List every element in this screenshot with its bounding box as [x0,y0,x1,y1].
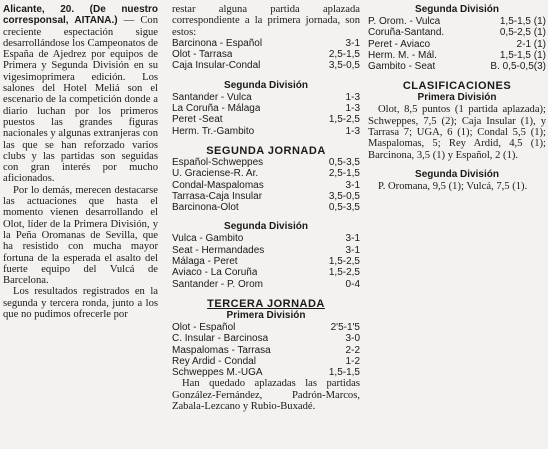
result-row [172,367,360,378]
match-score: 0-4 [345,278,360,290]
match-teams: Rey Ardid - Condal [172,355,256,367]
match-teams: U. Graciense-R. Ar. [172,168,259,180]
match-teams: Málaga - Peret [172,256,238,268]
result-row [368,61,546,72]
result-row [172,191,360,202]
result-row [172,92,360,103]
match-teams: Peret - Aviaco [368,38,431,50]
body-paragraph-2: Por lo demás, merecen destacarse las actuaciones que hasta el momento vienen desarrollando el Olot, líder de la Primera División, y la Peña Oromanas de Sevilla, que ha resistido con mucha mayor fortuna de la esperada el asalto del fuerte equipo del Vulcá de Barcelona. [3,184,158,287]
result-row [172,38,360,49]
heading-segunda-jornada: SEGUNDA JORNADA [206,144,326,157]
lead-body: — Con creciente espectación sigue desarrollándose los Campeonatos de España de Ajedrez por equipos de Primera y Segunda División en su vigesimoprimera edición. Los salones del Hotel Meliá son el escenario de la competición donde a diario luchan por los primeros puestos las grandes figuras nacionales y algunas extranjeras con las que se han reforzado varios clubs y las partidas son seguidas con gran interés por mucho aficionados. [3,15,158,185]
intro-paragraph: restar alguna partida aplazada correspondiente a la primera jornada, son estos: [172,4,360,38]
match-score: 1-3 [345,103,360,115]
result-row [172,114,360,125]
match-score: 2-1 (1) [516,38,546,50]
heading-clas-segunda: Segunda División [415,168,499,180]
match-teams: C. Insular - Barcinosa [172,333,269,345]
match-teams: Herm. Tr.-Gambito [172,125,255,137]
result-row [172,333,360,344]
match-teams: Condal-Maspalomas [172,179,264,191]
match-score: 2'5-1'5 [330,321,360,333]
result-row [172,202,360,213]
body-paragraph-3: Los resultados registrados en la segunda y tercera ronda, junto a los que no pudimos ofrecerle por [3,286,158,321]
match-score: 3-1 [345,244,360,256]
match-teams: Olot - Tarrasa [172,49,233,61]
match-score: 3-1 [345,37,360,49]
standings-primera: Olot, 8,5 puntos (1 partida aplazada); Schweppes, 7,5 (2); Caja Insular (1), y Tarrasa 7; UGA, 6 (1); Condal 5,5 (1); Maspalomas, 5; Rey Ardid, 4,5 (1); Barcinona, 3,5 (1) y Español, 2 (1). [368,104,546,161]
heading-clas-primera: Primera División [417,92,497,104]
heading-primera-division: Primera División [226,309,306,321]
match-score: B. 0,5-0,5(3) [490,61,546,73]
dateline: Alicante, 20. (De nuestro corresponsal, AITANA.) [3,4,158,27]
result-row [172,168,360,179]
result-row [172,267,360,278]
match-score: 1-3 [345,91,360,103]
results-third-round-primera [172,322,360,378]
results-first-round-primera [172,38,360,72]
heading-clasificaciones: CLASIFICACIONES [402,80,512,93]
match-score: 1-3 [345,125,360,137]
column-2 [172,4,360,412]
heading-segunda-division-1: Segunda División [224,79,308,91]
results-first-round-segunda [172,92,360,137]
match-score: 2-2 [345,344,360,356]
match-score: 3,5-0,5 [328,60,360,72]
result-row [368,50,546,61]
match-teams: Olot - Español [172,321,236,333]
match-teams: Maspalomas - Tarrasa [172,344,271,356]
results-second-round-primera [172,157,360,213]
heading-segunda-division-3: Segunda División [415,4,499,15]
result-row [368,39,546,50]
lead-paragraph [3,4,158,185]
match-score: 2,5-1,5 [328,49,360,61]
match-teams: Tarrasa-Caja Insular [172,190,263,202]
result-row [172,256,360,267]
result-row [172,180,360,191]
standings-segunda: P. Oromana, 9,5 (1); Vulcá, 7,5 (1). [378,180,528,192]
result-row [172,157,360,168]
match-score: 1,5-2,5 [328,114,360,126]
match-score: 1,5-1,5 (1) [499,16,546,27]
match-teams: Barcinona-Olot [172,202,239,214]
match-teams: P. Orom. - Vulca [368,16,441,27]
result-row [172,245,360,256]
match-score: 0,5-3,5 [328,156,360,168]
match-teams: Herm. M. - Mál. [368,49,437,61]
heading-segunda-division-2: Segunda División [224,221,308,233]
match-score: 1-2 [345,355,360,367]
results-third-round-segunda [368,16,546,72]
match-score: 1,5-1,5 (1) [499,49,546,61]
heading-tercera-jornada: TERCERA JORNADA [207,297,325,310]
match-teams: Vulca - Gambito [172,233,244,245]
match-teams: Aviaco - La Coruña [172,267,258,279]
match-teams: Coruña-Santand. [368,27,445,39]
result-row [172,233,360,244]
result-row [172,322,360,333]
result-row [368,27,546,38]
match-teams: Schweppes M.-UGA [172,367,263,379]
match-score: 3,5-0,5 [328,190,360,202]
column-1 [3,4,158,320]
match-score: 1,5-1,5 [328,367,360,379]
results-second-round-segunda [172,233,360,289]
result-row [172,103,360,114]
match-score: 3-0 [345,333,360,345]
match-teams: Peret -Seat [172,114,223,126]
result-row [172,279,360,290]
match-score: 2,5-1,5 [328,168,360,180]
match-teams: Gambito - Seat [368,61,436,73]
postponed-note: Han quedado aplazadas las partidas González-Fernández, Padrón-Marcos, Zabala-Lezcano y Rubio-Buxadé. [172,378,360,413]
result-row [368,16,546,27]
result-row [172,126,360,137]
match-teams: Santander - Vulca [172,91,252,103]
result-row [172,49,360,60]
match-teams: Santander - P. Orom [172,278,263,290]
match-score: 0,5-2,5 (1) [499,27,546,39]
result-row [172,345,360,356]
match-score: 1,5-2,5 [328,267,360,279]
match-score: 1,5-2,5 [328,256,360,268]
result-row [172,60,360,71]
result-row [172,356,360,367]
match-teams: Español-Schweppes [172,156,264,168]
match-score: 0,5-3,5 [328,202,360,214]
match-score: 3-1 [345,233,360,245]
match-teams: Seat - Hermandades [172,244,265,256]
column-3 [368,4,546,192]
match-teams: Caja Insular-Condal [172,60,261,72]
match-teams: Barcinona - Español [172,37,263,49]
match-teams: La Coruña - Málaga [172,103,261,115]
match-score: 3-1 [345,179,360,191]
